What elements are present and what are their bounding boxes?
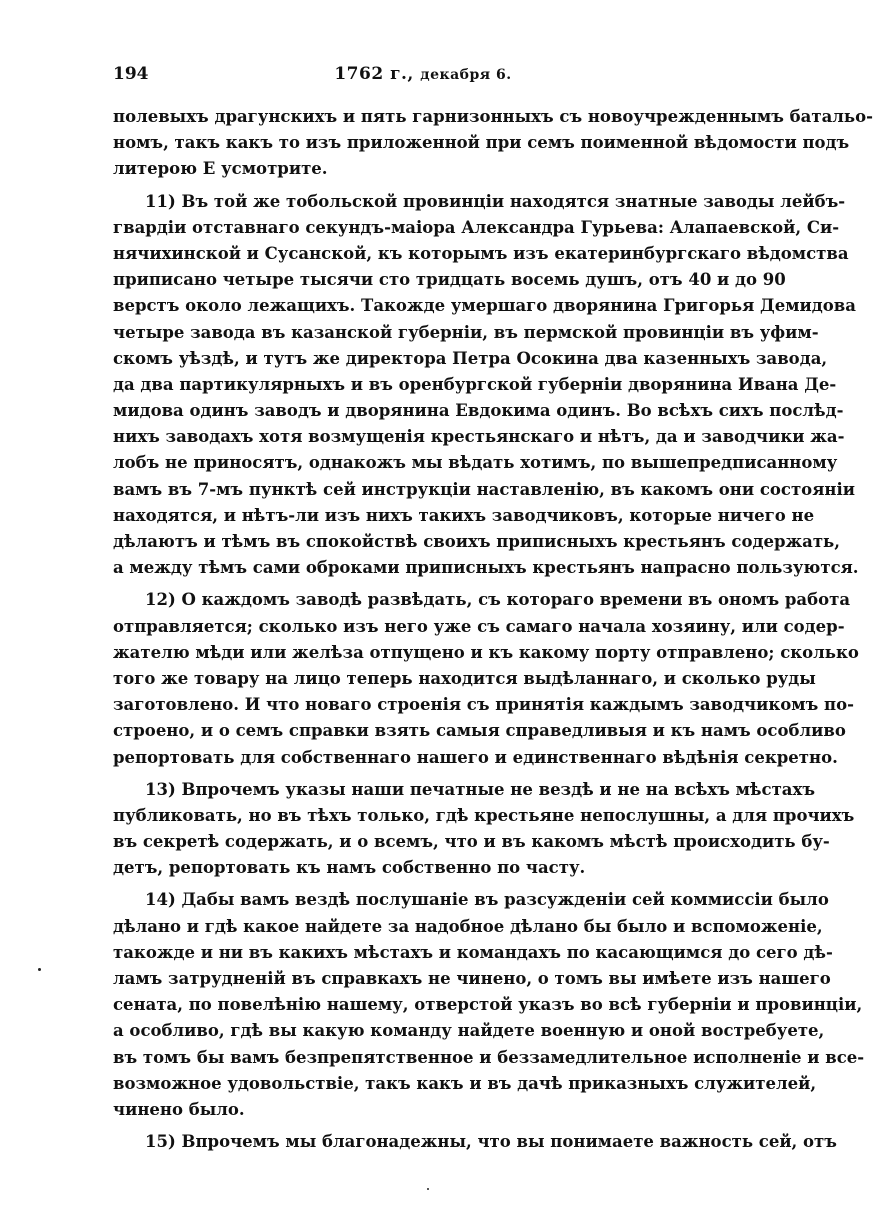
text-line: жателю мѣди или желѣза отпущено и къ какому порту отправлено; сколько — [113, 642, 859, 662]
text-line: въ секретѣ содержать, и о всемъ, что и въ какомъ мѣстѣ происходить бу- — [113, 832, 830, 852]
text-line: детъ, репортовать къ намъ собственно по часту. — [113, 858, 586, 878]
paragraph-p11 — [113, 189, 859, 582]
running-head — [113, 64, 733, 84]
text-line: номъ, такъ какъ то изъ приложенной при семъ поименной вѣдомости подъ — [113, 133, 850, 153]
paragraph-p15 — [113, 1129, 837, 1155]
text-line: приписано четыре тысячи сто тридцать восемь душъ, отъ 40 и до 90 — [113, 270, 786, 290]
text-line: 14) Дабы вамъ вездѣ послушаніе въ разсужденіи сей коммиссіи было — [145, 890, 829, 910]
text-line: заготовлено. И что новаго строенія съ принятія каждымъ заводчикомъ по- — [113, 695, 854, 715]
text-line: гвардіи отставнаго секундъ-маіора Александра Гурьева: Алапаевской, Си- — [113, 217, 840, 237]
scan-speck — [427, 1188, 429, 1190]
text-line: строено, и о семъ справки взять самыя справедливыя и къ намъ особливо — [113, 721, 846, 741]
text-line: отправляется; сколько изъ него уже съ самаго начала хозяину, или содер- — [113, 616, 845, 636]
text-line: такожде и ни въ какихъ мѣстахъ и командахъ по касающимся до сего дѣ- — [113, 942, 833, 962]
text-line: а особливо, гдѣ вы какую команду найдете военную и оной востребуете, — [113, 1021, 825, 1041]
paragraph-p13 — [113, 777, 855, 882]
text-line: 11) Въ той же тобольской провинціи находятся знатные заводы лейбъ- — [145, 191, 846, 211]
text-line: сената, по повелѣнію нашему, отверстой указъ во всѣ губерніи и провинціи, — [113, 995, 863, 1015]
text-line: въ томъ бы вамъ безпрепятственное и беззамедлительное исполненіе и все- — [113, 1047, 865, 1067]
text-line: дѣлано и гдѣ какое найдете за надобное дѣлано бы было и вспоможеніе, — [113, 916, 823, 936]
text-line: публиковать, но въ тѣхъ только, гдѣ крестьяне непослушны, а для прочихъ — [113, 805, 855, 825]
text-line: мидова одинъ заводъ и дворянина Евдокима одинъ. Во всѣхъ сихъ послѣд- — [113, 401, 844, 421]
text-line: 13) Впрочемъ указы наши печатные не вездѣ и не на всѣхъ мѣстахъ — [145, 779, 815, 799]
text-line: лобъ не приносятъ, однакожъ мы вѣдать хотимъ, по вышепредписанному — [113, 453, 838, 473]
text-line: скомъ уѣздѣ, и тутъ же директора Петра Осокина два казенныхъ завода, — [113, 348, 828, 368]
page-header — [113, 64, 733, 88]
text-line: находятся, и нѣтъ-ли изъ нихъ такихъ заводчиковъ, которые ничего не — [113, 505, 815, 525]
scan-speck — [38, 968, 41, 971]
text-line: вамъ въ 7-мъ пунктѣ сей инструкціи наставленію, въ какомъ они состояніи — [113, 479, 855, 499]
page-number: 194 — [113, 64, 149, 84]
text-line: репортовать для собственнаго нашего и единственнаго вѣдѣнія секретно. — [113, 747, 838, 767]
running-head-date: декабря 6. — [420, 67, 512, 83]
text-line: четыре завода въ казанской губерніи, въ пермской провинціи въ уфим- — [113, 322, 819, 342]
paragraph-p0 — [113, 104, 873, 183]
paragraph-p14 — [113, 887, 865, 1123]
text-line: полевыхъ драгунскихъ и пять гарнизонныхъ съ новоучрежденнымъ батальо- — [113, 107, 873, 126]
text-line: 12) О каждомъ заводѣ развѣдать, съ котораго времени въ ономъ работа — [145, 590, 851, 610]
paragraph-p12 — [113, 587, 859, 770]
text-line: нихъ заводахъ хотя возмущенія крестьянскаго и нѣтъ, да и заводчики жа- — [113, 427, 845, 447]
body-text — [113, 104, 873, 1155]
text-line: а между тѣмъ сами оброками приписныхъ крестьянъ напрасно пользуются. — [113, 558, 859, 578]
running-head-year: 1762 г., — [334, 64, 421, 84]
text-line: возможное удовольствіе, такъ какъ и въ дачѣ приказныхъ служителей, — [113, 1073, 817, 1093]
text-line: нячихинской и Сусанской, къ которымъ изъ екатеринбургскаго вѣдомства — [113, 243, 849, 263]
text-line: чинено было. — [113, 1099, 245, 1119]
text-line: да два партикулярныхъ и въ оренбургской губерніи дворянина Ивана Де- — [113, 374, 837, 394]
text-line: 15) Впрочемъ мы благонадежны, что вы понимаете важность сей, отъ — [145, 1132, 837, 1152]
text-line: литерою Е усмотрите. — [113, 159, 328, 179]
text-line: дѣлаютъ и тѣмъ въ спокойствѣ своихъ приписныхъ крестьянъ содержать, — [113, 532, 840, 551]
text-line: того же товару на лицо теперь находится выдѣланнаго, и сколько руды — [113, 668, 816, 688]
text-line: ламъ затрудненій въ справкахъ не чинено, о томъ вы имѣете изъ нашего — [113, 969, 831, 988]
text-line: верстъ около лежащихъ. Такожде умершаго дворянина Григорья Демидова — [113, 296, 856, 316]
